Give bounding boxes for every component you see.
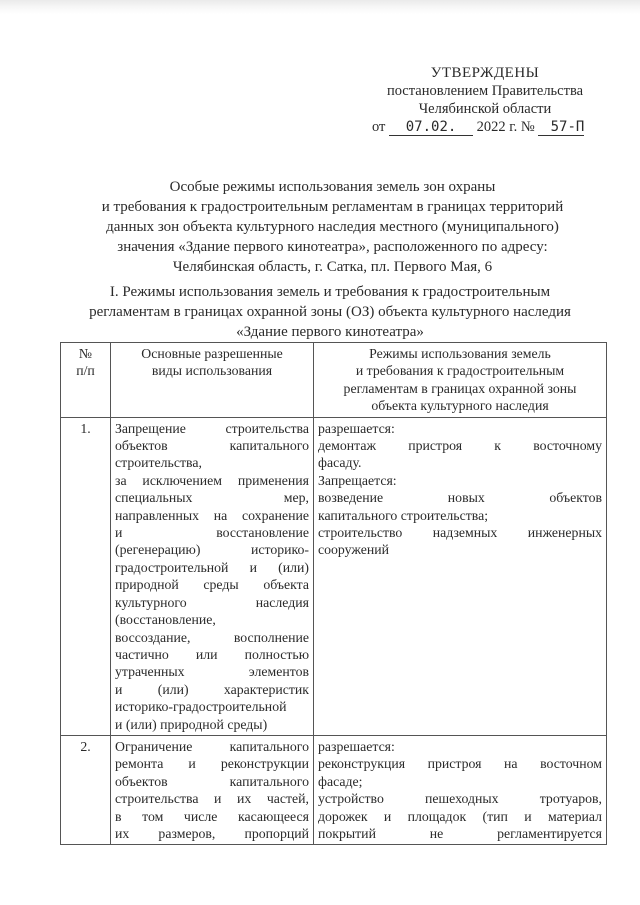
section-line-1: I. Режимы использования земель и требования к градостроительным (109, 284, 551, 300)
cell-line: демонтаж пристроя к восточному (318, 438, 602, 454)
header-kinds (111, 343, 314, 418)
cell-line: природной среды объекта (115, 577, 309, 593)
section-line-2: регламентам в границах охранной зоны (ОЗ) объекта культурного наследия (89, 304, 571, 320)
cell-line: сооружений (318, 542, 389, 558)
header-number-line: п/п (76, 363, 95, 379)
header-kinds-line: виды использования (151, 363, 273, 379)
cell-line: строительство надземных инженерных (318, 525, 602, 541)
cell-line: объектов капитального (115, 773, 309, 789)
approval-date-field: 07.02. (389, 119, 473, 136)
table-header-row (61, 343, 607, 418)
row-number: 1. (61, 417, 111, 735)
title-line-5: Челябинская область, г. Сатка, пл. Первого Мая, 6 (172, 259, 493, 275)
title-line-1: Особые режимы использования земель зон охраны (169, 179, 496, 195)
cell-line: и восстановление (115, 525, 309, 541)
row-mode-cell (314, 417, 607, 735)
section-line-3: «Здание первого кинотеатра» (236, 324, 424, 340)
approval-number-field: 57-П (538, 119, 584, 136)
approval-line-2: Челябинской области (418, 101, 552, 117)
approval-line-1: постановлением Правительства (386, 83, 584, 99)
cell-line: историко-градостроительной (115, 699, 287, 715)
cell-line: воссоздание, восполнение (115, 629, 309, 645)
approval-date-prefix: от (372, 119, 386, 135)
cell-line: фасаду. (318, 455, 362, 471)
table-row (61, 417, 607, 735)
approval-heading: УТВЕРЖДЕНЫ (430, 65, 540, 81)
header-modes-line: регламентам в границах охранной зоны (343, 380, 577, 396)
cell-line: направленных на сохранение (115, 507, 309, 523)
document-title (60, 177, 605, 277)
cell-line: покрытий не регламентируется (318, 825, 602, 841)
cell-line: градостроительной и (или) (115, 559, 309, 575)
header-number-line: № (78, 346, 93, 361)
header-modes-line: объекта культурного наследия (371, 398, 549, 414)
cell-line: культурного наследия (115, 594, 309, 610)
approval-year-text: 2022 г. № (476, 119, 535, 135)
cell-line: реконструкция пристроя на восточном (318, 756, 602, 772)
regulations-table (60, 342, 607, 845)
section-heading (70, 282, 590, 342)
cell-line: за исключением применения (115, 472, 309, 488)
cell-line: Ограничение капитального (115, 738, 309, 754)
cell-line: (восстановление, (115, 612, 216, 628)
header-modes-line: и требования к градостроительным (355, 363, 565, 379)
cell-line: частично или полностью (115, 646, 309, 662)
title-line-4: значения «Здание первого кинотеатра», расположенного по адресу: (117, 239, 548, 255)
title-line-3: данных зон объекта культурного наследия местного (муниципального) (106, 219, 559, 235)
cell-line: утраченных элементов (115, 664, 309, 680)
cell-line: и (или) характеристик (115, 681, 309, 697)
cell-line: в том числе касающееся (115, 808, 309, 824)
cell-line: разрешается: (318, 420, 395, 436)
approval-block (360, 64, 610, 136)
row-kind-cell (111, 417, 314, 735)
cell-line: фасаде; (318, 773, 363, 789)
header-number (61, 343, 111, 418)
header-modes (314, 343, 607, 418)
cell-line: ремонта и реконструкции (115, 756, 309, 772)
row-number: 2. (61, 735, 111, 844)
cell-line: строительства и их частей, (115, 791, 309, 807)
cell-line: Запрещается: (318, 472, 397, 488)
cell-line: дорожек и площадок (тип и материал (318, 808, 602, 824)
cell-line: возведение новых объектов (318, 490, 602, 506)
cell-line: устройство пешеходных тротуаров, (318, 791, 602, 807)
cell-line: Запрещение строительства (115, 420, 309, 436)
row-kind-cell (111, 735, 314, 844)
scan-artifact (0, 0, 640, 14)
cell-line: и (или) природной среды) (115, 716, 268, 732)
title-line-2: и требования к градостроительным регламентам в границах территорий (101, 199, 564, 215)
cell-line: (регенерацию) историко- (115, 542, 309, 558)
header-modes-line: Режимы использования земель (369, 346, 551, 361)
cell-line: их размеров, пропорций (115, 825, 309, 841)
cell-line: строительства, (115, 455, 202, 471)
row-mode-cell (314, 735, 607, 844)
approval-date-line (360, 118, 610, 136)
cell-line: объектов капитального (115, 438, 309, 454)
cell-line: специальных мер, (115, 490, 309, 506)
cell-line: разрешается: (318, 738, 395, 754)
header-kinds-line: Основные разрешенные (141, 346, 283, 361)
table-row (61, 735, 607, 844)
cell-line: капитального строительства; (318, 507, 489, 523)
